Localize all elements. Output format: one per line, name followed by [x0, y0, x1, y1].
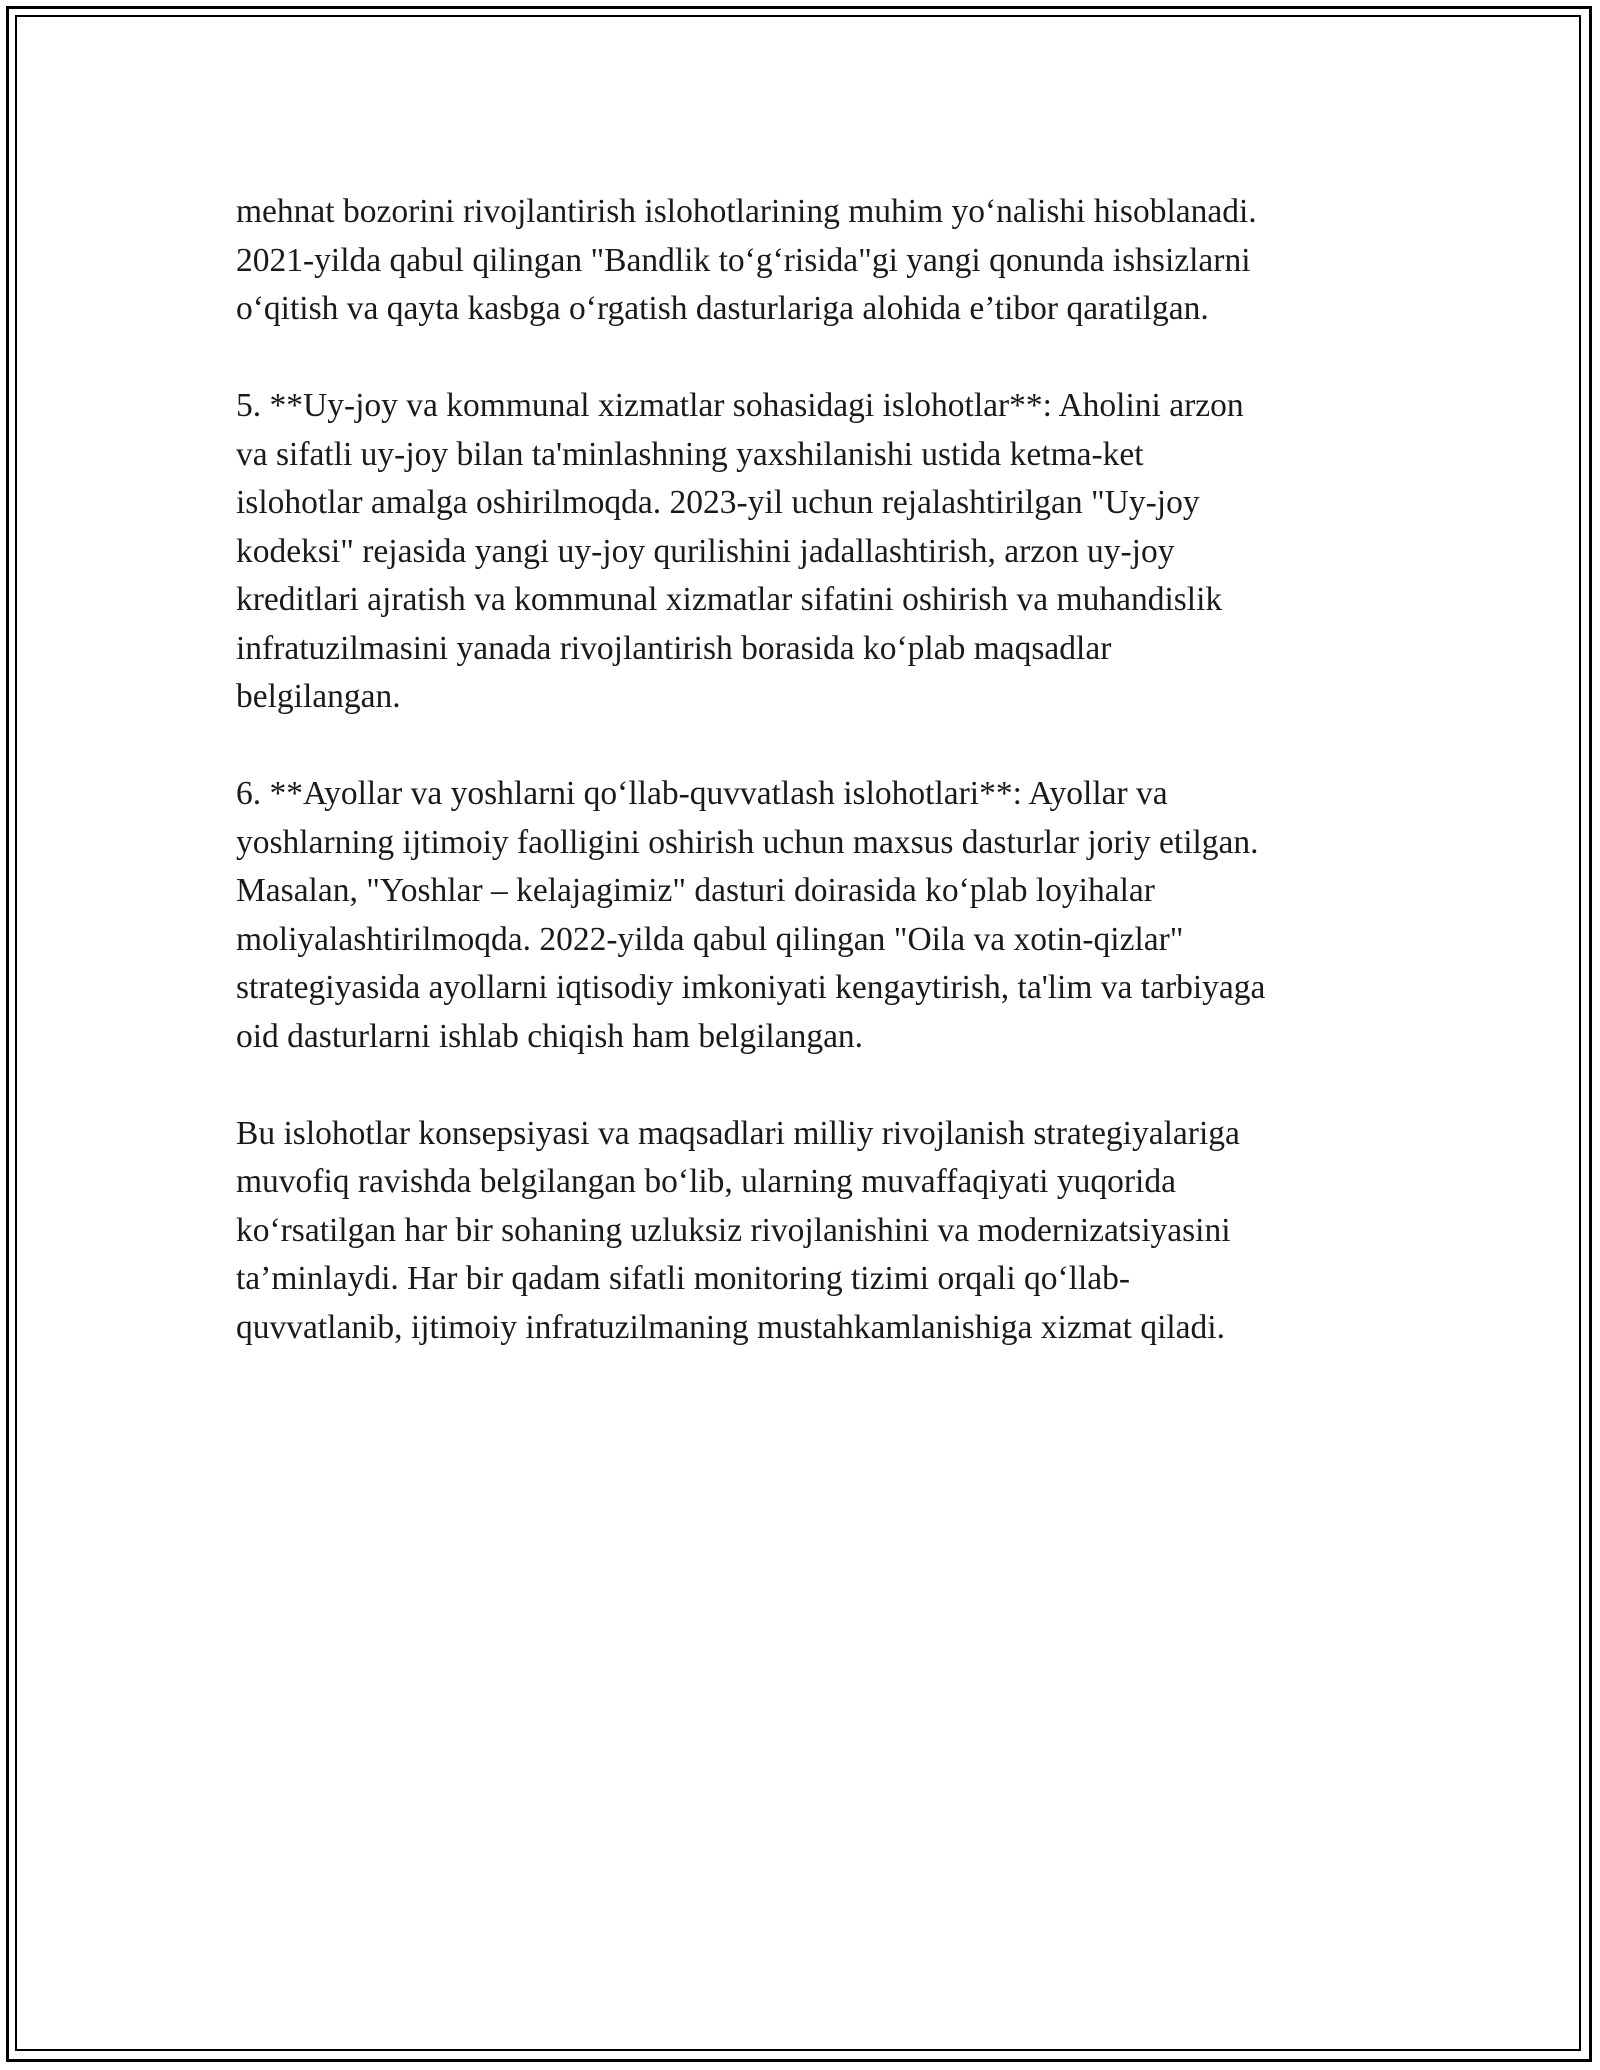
paragraph-housing-reforms: [236, 382, 1376, 722]
document-body: [236, 188, 1376, 1401]
text-line: Bu islohotlar konsepsiyasi va maqsadlari milliy rivojlanish strategiyalariga: [236, 1114, 1240, 1152]
text-line: yoshlarning ijtimoiy faolligini oshirish uchun maxsus dasturlar joriy etilgan.: [236, 823, 1259, 861]
text-line: 2021-yilda qabul qilingan "Bandlik to‘g‘risida"gi yangi qonunda ishsizlarni: [236, 241, 1251, 279]
text-line: 5. **Uy-joy va kommunal xizmatlar sohasidagi islohotlar**: Aholini arzon: [236, 387, 1244, 424]
text-line: quvvatlanib, ijtimoiy infratuzilmaning mustahkamlanishiga xizmat qiladi.: [236, 1308, 1225, 1346]
text-line: strategiyasida ayollarni iqtisodiy imkoniyati kengaytirish, ta'lim va tarbiyaga: [236, 969, 1266, 1006]
text-line: kreditlari ajratish va kommunal xizmatlar sifatini oshirish va muhandislik: [236, 581, 1223, 618]
text-line: islohotlar amalga oshirilmoqda. 2023-yil uchun rejalashtirilgan "Uy-joy: [236, 484, 1200, 521]
text-line: o‘qitish va qayta kasbga o‘rgatish dasturlariga alohida e’tibor qaratilgan.: [236, 290, 1209, 327]
paragraph-women-youth-reforms: [236, 770, 1376, 1061]
text-line: belgilangan.: [236, 678, 401, 715]
text-line: Masalan, "Yoshlar – kelajagimiz" dasturi doirasida ko‘plab loyihalar: [236, 872, 1155, 909]
text-line: va sifatli uy-joy bilan ta'minlashning yaxshilanishi ustida ketma-ket: [236, 435, 1144, 473]
text-line: kodeksi" rejasida yangi uy-joy qurilishini jadallashtirish, arzon uy-joy: [236, 532, 1175, 570]
text-line: muvofiq ravishda belgilangan bo‘lib, ularning muvaffaqiyati yuqorida: [236, 1163, 1176, 1200]
paragraph-labor-market: [236, 188, 1376, 334]
text-line: ko‘rsatilgan har bir sohaning uzluksiz rivojlanishini va modernizatsiyasini: [236, 1211, 1231, 1249]
text-line: moliyalashtirilmoqda. 2022-yilda qabul qilingan "Oila va xotin-qizlar": [236, 920, 1184, 958]
text-line: ta’minlaydi. Har bir qadam sifatli monitoring tizimi orqali qo‘llab-: [236, 1260, 1131, 1297]
text-line: infratuzilmasini yanada rivojlantirish borasida ko‘plab maqsadlar: [236, 629, 1112, 667]
paragraph-conclusion: [236, 1110, 1376, 1353]
text-line: oid dasturlarni ishlab chiqish ham belgilangan.: [236, 1017, 864, 1055]
text-line: 6. **Ayollar va yoshlarni qo‘llab-quvvatlash islohotlari**: Ayollar va: [236, 775, 1168, 812]
text-line: mehnat bozorini rivojlantirish islohotlarining muhim yo‘nalishi hisoblanadi.: [236, 193, 1257, 230]
